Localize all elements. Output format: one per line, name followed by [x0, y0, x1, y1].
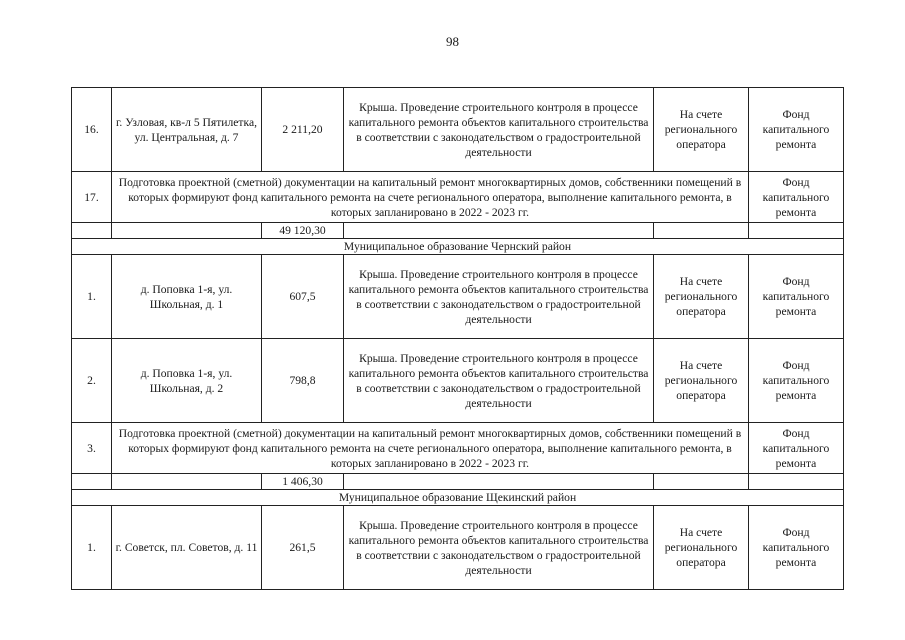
method-cell: На счете регионального оператора: [654, 506, 749, 590]
address-cell: д. Поповка 1-я, ул. Школьная, д. 1: [112, 255, 262, 339]
table-row: [72, 423, 844, 474]
area-cell: 607,5: [262, 255, 344, 339]
row-number: 17.: [72, 172, 112, 223]
municipality-name: Муниципальное образование Щекинский район: [72, 490, 844, 506]
funding-source-cell: Фонд капитального ремонта: [749, 172, 844, 223]
table-row: [72, 255, 844, 339]
method-cell: На счете регионального оператора: [654, 339, 749, 423]
area-cell: 798,8: [262, 339, 344, 423]
funding-source-cell: Фонд капитального ремонта: [749, 506, 844, 590]
row-number: 16.: [72, 88, 112, 172]
empty-cell: [654, 223, 749, 239]
page-number: 98: [446, 34, 459, 49]
empty-cell: [72, 474, 112, 490]
empty-cell: [654, 474, 749, 490]
municipality-name: Муниципальное образование Чернский район: [72, 239, 844, 255]
work-type-cell: Крыша. Проведение строительного контроля в процессе капитального ремонта объектов капитального строительства в соответствии с законодательством о градостроительной деятельности: [344, 506, 654, 590]
funding-source-cell: Фонд капитального ремонта: [749, 339, 844, 423]
method-cell: На счете регионального оператора: [654, 255, 749, 339]
municipality-header-row: [72, 239, 844, 255]
row-number: 1.: [72, 255, 112, 339]
row-number: 3.: [72, 423, 112, 474]
design-documentation-cell: Подготовка проектной (сметной) документации на капитальный ремонт многоквартирных домов, собственники помещений в которых формируют фонд капитального ремонта на счете регионального оператора, выполнение капитального ремонта, в которых запланировано в 2022 - 2023 гг.: [112, 172, 749, 223]
method-cell: На счете регионального оператора: [654, 88, 749, 172]
table-row: [72, 172, 844, 223]
subtotal-row: [72, 223, 844, 239]
area-cell: 261,5: [262, 506, 344, 590]
address-cell: г. Советск, пл. Советов, д. 11: [112, 506, 262, 590]
empty-cell: [749, 223, 844, 239]
work-type-cell: Крыша. Проведение строительного контроля в процессе капитального ремонта объектов капитального строительства в соответствии с законодательством о градостроительной деятельности: [344, 339, 654, 423]
funding-source-cell: Фонд капитального ремонта: [749, 255, 844, 339]
row-number: 2.: [72, 339, 112, 423]
empty-cell: [344, 223, 654, 239]
design-documentation-cell: Подготовка проектной (сметной) документации на капитальный ремонт многоквартирных домов, собственники помещений в которых формируют фонд капитального ремонта на счете регионального оператора, выполнение капитального ремонта, в которых запланировано в 2022 - 2023 гг.: [112, 423, 749, 474]
address-cell: д. Поповка 1-я, ул. Школьная, д. 2: [112, 339, 262, 423]
table-row: [72, 88, 844, 172]
empty-cell: [749, 474, 844, 490]
subtotal-value: 1 406,30: [262, 474, 344, 490]
table-row: [72, 339, 844, 423]
empty-cell: [72, 223, 112, 239]
funding-source-cell: Фонд капитального ремонта: [749, 88, 844, 172]
area-cell: 2 211,20: [262, 88, 344, 172]
empty-cell: [344, 474, 654, 490]
row-number: 1.: [72, 506, 112, 590]
funding-source-cell: Фонд капитального ремонта: [749, 423, 844, 474]
municipality-header-row: [72, 490, 844, 506]
work-type-cell: Крыша. Проведение строительного контроля в процессе капитального ремонта объектов капитального строительства в соответствии с законодательством о градостроительной деятельности: [344, 255, 654, 339]
subtotal-value: 49 120,30: [262, 223, 344, 239]
capital-repair-table: [71, 87, 844, 590]
subtotal-row: [72, 474, 844, 490]
table-row: [72, 506, 844, 590]
empty-cell: [112, 474, 262, 490]
address-cell: г. Узловая, кв-л 5 Пятилетка, ул. Центральная, д. 7: [112, 88, 262, 172]
empty-cell: [112, 223, 262, 239]
work-type-cell: Крыша. Проведение строительного контроля в процессе капитального ремонта объектов капитального строительства в соответствии с законодательством о градостроительной деятельности: [344, 88, 654, 172]
